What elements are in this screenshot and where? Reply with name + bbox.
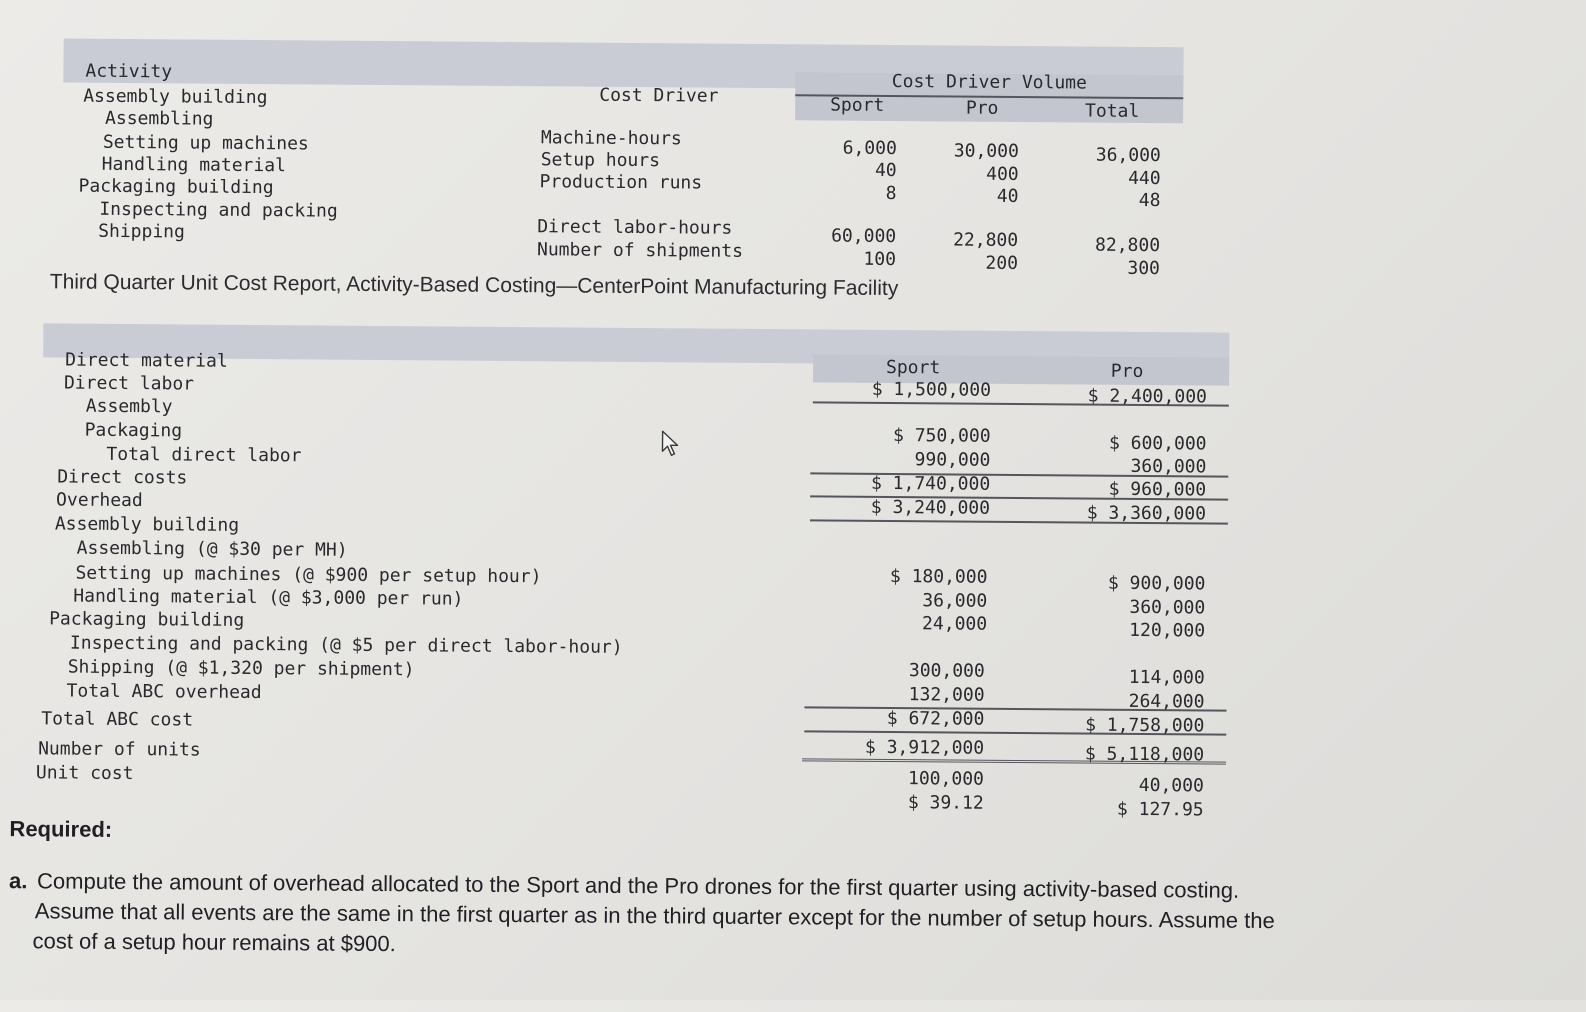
- cost-driver-volume-header: Cost Driver Volume: [891, 71, 1087, 94]
- table2-row-label: Direct material: [65, 349, 228, 372]
- table1-row-label: Setting up machines: [102, 131, 309, 155]
- table1-row-total: 300: [1127, 257, 1161, 280]
- table1-row-label: Handling material: [101, 153, 287, 177]
- table2-row-label: Assembly building: [54, 513, 240, 536]
- table2-row-label: Direct costs: [57, 466, 188, 489]
- table1-row-pro: 40: [996, 185, 1019, 208]
- table2-row-label: Total ABC cost: [41, 708, 194, 731]
- question-marker: a.: [8, 868, 28, 894]
- sport-value: 24,000: [922, 613, 988, 635]
- table1-row-label: Shipping: [98, 220, 185, 243]
- table2-row-label: Packaging: [84, 419, 183, 442]
- table2-row-label: Shipping (@ $1,320 per shipment): [67, 656, 415, 681]
- table1-row-label: Packaging building: [78, 175, 274, 199]
- pro-value: $ 900,000: [1107, 572, 1206, 595]
- sport-value: 990,000: [914, 449, 991, 471]
- table1-row-total: 36,000: [1095, 144, 1161, 167]
- table1-row-pro: 30,000: [953, 140, 1019, 163]
- sport-value: 132,000: [908, 684, 985, 706]
- table1-row-label: Assembling: [104, 107, 214, 130]
- table1-row-label: Inspecting and packing: [99, 198, 338, 222]
- pro-value: 114,000: [1128, 666, 1205, 689]
- pro-value: 120,000: [1129, 619, 1206, 642]
- table1-row-total: 82,800: [1094, 234, 1161, 257]
- table1-row-sport: 60,000: [831, 225, 897, 248]
- pro-value: 40,000: [1138, 774, 1204, 797]
- question-line-1: Compute the amount of overhead allocated to the Sport and the Pro drones for the first quarter using activity-based costing.: [36, 868, 1240, 903]
- mouse-pointer-icon: [660, 429, 682, 457]
- pro-column-header: Pro: [965, 97, 999, 119]
- sport-value: $ 750,000: [892, 425, 991, 447]
- sport-value: $ 1,500,000: [871, 378, 992, 401]
- table2-row-label: Total direct labor: [106, 443, 302, 467]
- activity-column-header: Activity: [85, 60, 173, 83]
- table1-row-driver: Setup hours: [540, 149, 661, 172]
- sport-value: $ 180,000: [889, 566, 988, 588]
- sport-column-header: Sport: [830, 94, 885, 116]
- pro-value: $ 5,118,000: [1084, 743, 1205, 766]
- table1-row-sport: 100: [863, 248, 897, 271]
- sport-value: 36,000: [922, 590, 988, 612]
- pro-value: $ 1,758,000: [1085, 714, 1205, 737]
- table1-row-sport: 8: [885, 182, 897, 205]
- question-line-2: Assume that all events are the same in the first quarter as in the third quarter except for the number of setup hours. Assume the: [34, 898, 1275, 934]
- table1-row-driver: Direct labor-hours: [537, 216, 733, 239]
- sport-value: $ 1,740,000: [870, 472, 991, 495]
- table1-row-sport: 6,000: [842, 137, 897, 160]
- table1-row-total: 48: [1138, 189, 1161, 212]
- table2-row-label: Total ABC overhead: [66, 680, 262, 704]
- table2-row-label: Setting up machines (@ $900 per setup hour): [75, 562, 542, 588]
- table2-row-label: Assembly: [85, 395, 173, 418]
- table1-row-total: 440: [1128, 167, 1161, 190]
- pro-value: 264,000: [1128, 690, 1205, 713]
- cost-driver-table: [0, 0, 1586, 280]
- pro-value: 360,000: [1129, 596, 1206, 619]
- pro-value: $ 3,360,000: [1086, 502, 1207, 525]
- sport-value: $ 39.12: [907, 792, 984, 814]
- table1-row-sport: 40: [874, 159, 897, 182]
- sport-column-header: Sport: [885, 356, 941, 379]
- table1-row-label: Assembly building: [83, 85, 268, 109]
- table1-row-pro: 400: [986, 163, 1019, 186]
- table2-row-label: Inspecting and packing (@ $5 per direct labor-hour): [69, 632, 623, 658]
- table2-row-label: Unit cost: [35, 762, 134, 785]
- required-heading: Required:: [9, 816, 113, 842]
- pro-column-header: Pro: [1110, 360, 1144, 382]
- table2-row-label: Handling material (@ $3,000 per run): [73, 585, 464, 610]
- question-line-3: cost of a setup hour remains at $900.: [32, 928, 396, 957]
- sport-value: 100,000: [907, 768, 984, 790]
- pro-value: $ 2,400,000: [1087, 385, 1208, 408]
- table1-row-driver: Machine-hours: [540, 127, 682, 150]
- table2-row-label: Assembling (@ $30 per MH): [76, 537, 348, 561]
- table2-row-label: Overhead: [55, 489, 143, 512]
- pro-value: $ 127.95: [1116, 798, 1204, 821]
- pro-value: 360,000: [1130, 455, 1207, 478]
- pro-value: $ 960,000: [1108, 478, 1207, 501]
- table2-row-label: Number of units: [38, 738, 201, 761]
- table1-row-driver: Number of shipments: [536, 239, 744, 262]
- table2-row-label: Direct labor: [63, 372, 195, 395]
- table2-row-label: Packaging building: [49, 608, 245, 631]
- sport-value: $ 672,000: [886, 707, 985, 730]
- table1-row-pro: 200: [985, 252, 1019, 275]
- sport-value: $ 3,240,000: [870, 496, 991, 519]
- report-title: Third Quarter Unit Cost Report, Activity-Based Costing—CenterPoint Manufacturing Facility: [49, 270, 899, 301]
- cost-driver-column-header: Cost Driver: [599, 84, 719, 107]
- table1-row-pro: 22,800: [953, 229, 1019, 252]
- sport-value: 300,000: [908, 660, 985, 682]
- sport-value: $ 3,912,000: [864, 736, 985, 759]
- pro-value: $ 600,000: [1108, 432, 1207, 455]
- total-column-header: Total: [1084, 100, 1140, 122]
- table1-row-driver: Production runs: [539, 171, 703, 194]
